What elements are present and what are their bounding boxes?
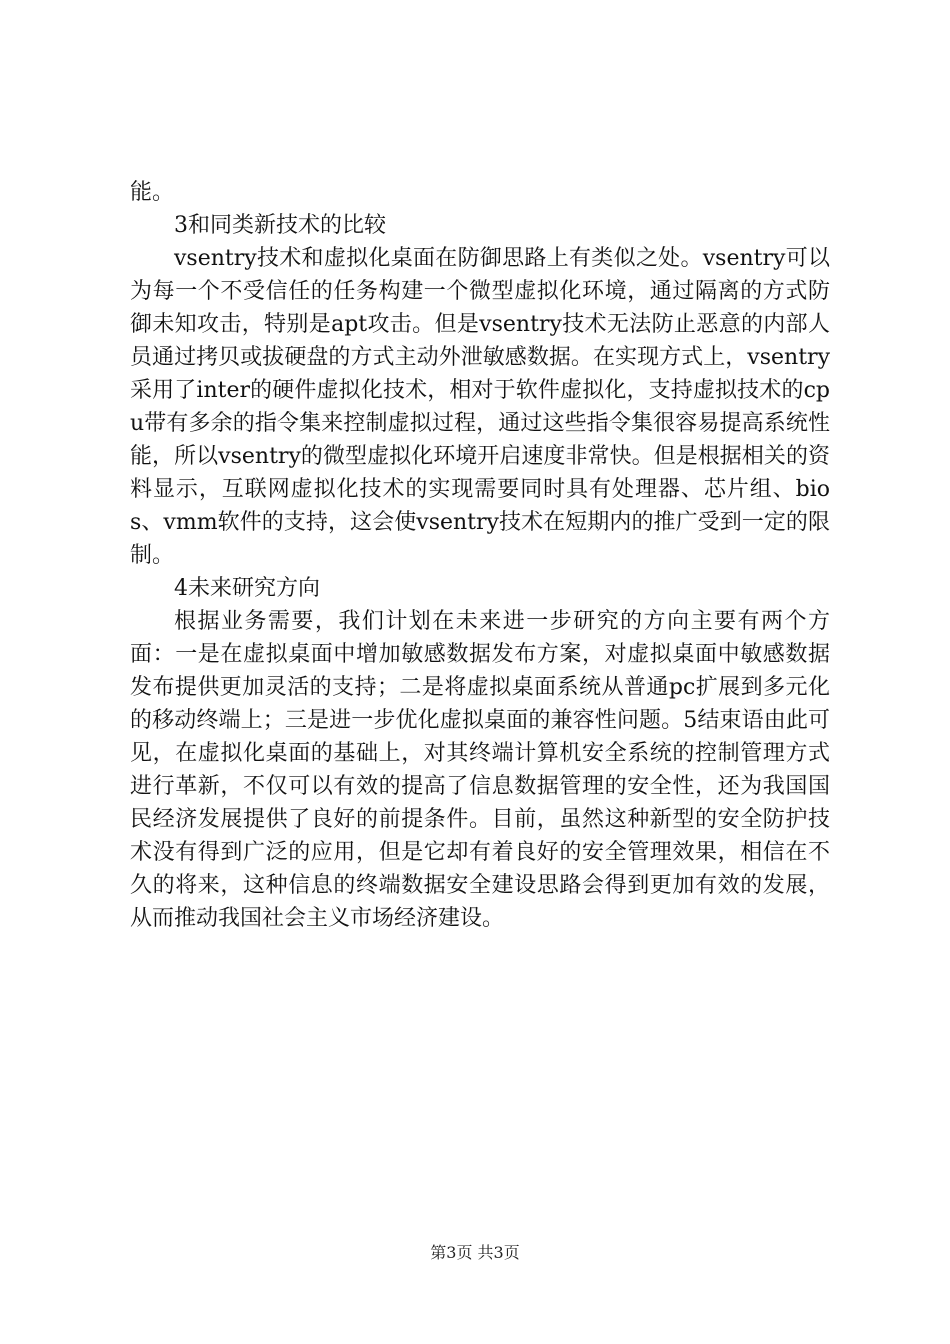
- section-heading-comparison: 3和同类新技术的比较: [174, 213, 386, 238]
- paragraph-future-research: 根据业务需要，我们计划在未来进一步研究的方向主要有两个方面：一是在虚拟桌面中增加敏感数据发布方案，对虚拟桌面中敏感数据发布提供更加灵活的支持；二是将虚拟桌面系统从普通pc扩展到多元化的移动终端上；三是进一步优化虚拟桌面的兼容性问题。5结束语由此可见，在虚拟化桌面的基础上，对其终端计算机安全系统的控制管理方式进行革新，不仅可以有效的提高了信息数据管理的安全性，还为我国国民经济发展提供了良好的前提条件。目前，虽然这种新型的安全防护技术没有得到广泛的应用，但是它却有着良好的安全管理效果，相信在不久的将来，这种信息的终端数据安全建设思路会得到更加有效的发展，从而推动我国社会主义市场经济建设。: [130, 609, 830, 931]
- paragraph-continuation: 能。: [130, 180, 175, 205]
- section-heading-future-research: 4未来研究方向: [174, 576, 320, 601]
- document-body: [130, 176, 830, 935]
- paragraph-vsentry-comparison: vsentry技术和虚拟化桌面在防御思路上有类似之处。vsentry可以为每一个不受信任的任务构建一个微型虚拟化环境，通过隔离的方式防御未知攻击，特别是apt攻击。但是vsentry技术无法防止恶意的内部人员通过拷贝或拔硬盘的方式主动外泄敏感数据。在实现方式上，vsentry采用了inter的硬件虚拟化技术，相对于软件虚拟化，支持虚拟技术的cpu带有多余的指令集来控制虚拟过程，通过这些指令集很容易提高系统性能，所以vsentry的微型虚拟化环境开启速度非常快。但是根据相关的资料显示，互联网虚拟化技术的实现需要同时具有处理器、芯片组、bios、vmm软件的支持，这会使vsentry技术在短期内的推广受到一定的限制。: [130, 246, 830, 568]
- page-footer: 第3页 共3页: [430, 1243, 520, 1262]
